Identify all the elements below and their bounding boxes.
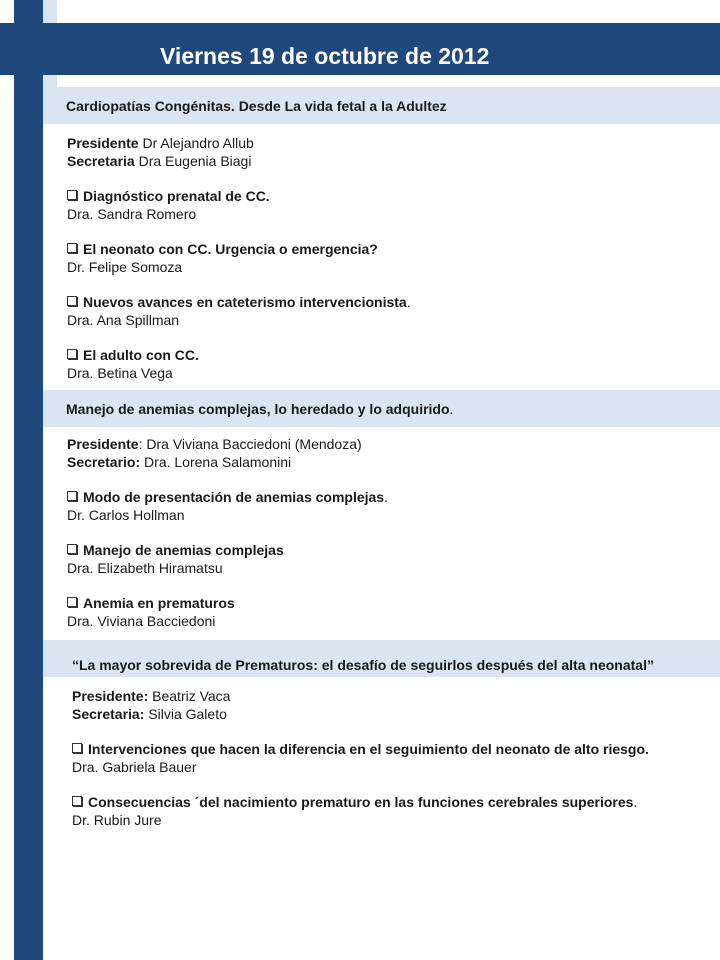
checkbox-bullet-icon — [67, 296, 77, 306]
talk-title: Anemia en prematuros — [67, 594, 388, 612]
secretaria-line: Secretario: Dra. Lorena Salamonini — [67, 454, 292, 470]
presidente-line: Presidente: Dra Viviana Bacciedoni (Mendoza) — [67, 436, 362, 452]
checkbox-bullet-icon — [67, 190, 77, 200]
secretaria-line: Secretaria Dra Eugenia Biagi — [67, 153, 252, 169]
talk-title: Intervenciones que hacen la diferencia en el seguimiento del neonato de alto riesgo. — [72, 740, 649, 758]
checkbox-bullet-icon — [67, 597, 77, 607]
talk-speaker: Dr. Felipe Somoza — [67, 259, 183, 275]
checkbox-bullet-icon — [67, 349, 77, 359]
checkbox-bullet-icon — [67, 243, 77, 253]
talk-title: Manejo de anemias complejas — [67, 541, 388, 559]
talk-title: El neonato con CC. Urgencia o emergencia? — [67, 240, 411, 258]
checkbox-bullet-icon — [72, 743, 82, 753]
talk-speaker: Dr. Rubin Jure — [72, 812, 162, 828]
section-3-content — [72, 687, 649, 829]
talk-speaker: Dra. Elizabeth Hiramatsu — [67, 560, 223, 576]
talk-title: El adulto con CC. — [67, 346, 411, 364]
talk-speaker: Dr. Carlos Hollman — [67, 507, 185, 523]
section-title-1: Cardiopatías Congénitas. Desde La vida fetal a la Adultez — [66, 98, 447, 114]
talk-speaker: Dra. Gabriela Bauer — [72, 759, 197, 775]
talk-title: Consecuencias ´del nacimiento prematuro en las funciones cerebrales superiores. — [72, 793, 649, 811]
section-2-content — [67, 435, 388, 630]
checkbox-bullet-icon — [67, 491, 77, 501]
left-accent-bar — [14, 0, 43, 960]
talk-speaker: Dra. Sandra Romero — [67, 206, 197, 222]
talk-title: Modo de presentación de anemias complejas. — [67, 488, 388, 506]
checkbox-bullet-icon — [72, 796, 82, 806]
talk-title: Nuevos avances en cateterismo intervencionista. — [67, 293, 411, 311]
secretaria-line: Secretaria: Silvia Galeto — [72, 706, 227, 722]
talk-title: Diagnóstico prenatal de CC. — [67, 187, 411, 205]
presidente-line: Presidente: Beatriz Vaca — [72, 688, 231, 704]
section-title-2: Manejo de anemias complejas, lo heredado y lo adquirido. — [66, 401, 454, 417]
section-title-3: “La mayor sobrevida de Prematuros: el desafío de seguirlos después del alta neonatal” — [72, 657, 654, 673]
page-title: Viernes 19 de octubre de 2012 — [160, 43, 490, 69]
talk-speaker: Dra. Betina Vega — [67, 365, 173, 381]
checkbox-bullet-icon — [67, 544, 77, 554]
talk-speaker: Dra. Ana Spillman — [67, 312, 180, 328]
talk-speaker: Dra. Viviana Bacciedoni — [67, 613, 216, 629]
presidente-line: Presidente Dr Alejandro Allub — [67, 135, 254, 151]
section-1-content — [67, 134, 411, 382]
